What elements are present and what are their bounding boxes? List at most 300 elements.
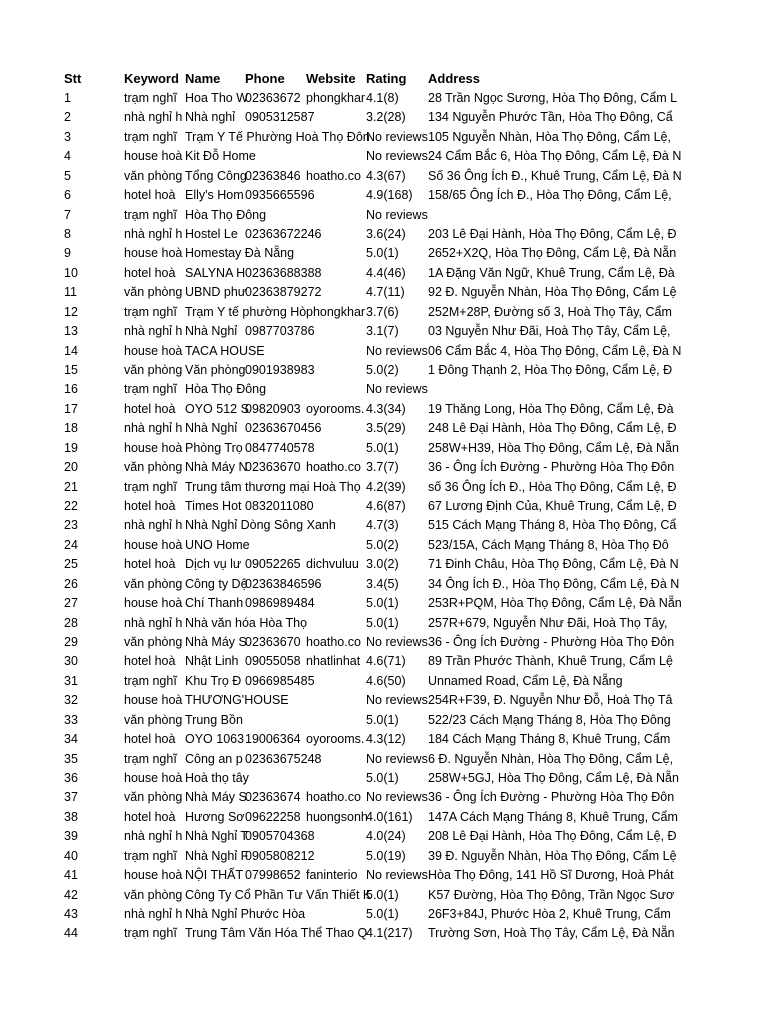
cell-name[interactable]: Nhà Nghỉ T — [185, 829, 248, 844]
cell-website[interactable] — [306, 847, 366, 866]
cell-keyword[interactable]: trạm nghĩ — [124, 304, 177, 319]
cell-name[interactable]: Công an p — [185, 751, 243, 766]
cell-address[interactable]: 24 Cẩm Bắc 6, Hòa Thọ Đông, Cẩm Lệ, Đà N — [428, 149, 682, 164]
cell-website[interactable] — [306, 769, 366, 788]
cell-address[interactable] — [428, 206, 668, 225]
cell-address[interactable]: 06 Cẩm Bắc 4, Hòa Thọ Đông, Cẩm Lệ, Đà N — [428, 343, 682, 358]
cell-website[interactable] — [306, 497, 366, 516]
cell-name[interactable]: Hoa Tho W — [185, 91, 248, 105]
cell-website[interactable]: hoatho.co — [306, 635, 361, 650]
cell-name[interactable]: NỘI THẤT — [185, 868, 244, 883]
cell-name[interactable]: Trung Tâm Văn Hóa Thể Thao Q — [185, 926, 368, 941]
cell-phone[interactable] — [245, 769, 306, 788]
cell-stt[interactable]: 2 — [64, 110, 71, 125]
cell-website[interactable] — [306, 614, 366, 633]
cell-website[interactable] — [306, 905, 366, 924]
cell-website[interactable] — [306, 206, 366, 225]
cell-rating[interactable]: No reviews — [366, 382, 428, 397]
cell-keyword[interactable]: văn phòng — [124, 712, 183, 727]
cell-website[interactable]: hoatho.co — [306, 790, 361, 805]
cell-name[interactable]: Trạm Y tế phường Hò — [185, 304, 307, 319]
cell-name[interactable]: Trung tâm thương mại Hoà Thọ — [185, 479, 361, 494]
cell-stt[interactable]: 43 — [64, 907, 78, 922]
cell-phone[interactable]: 02363846596 — [245, 576, 322, 591]
cell-name[interactable]: Hòa Thọ Đông — [185, 207, 267, 222]
cell-website[interactable] — [306, 322, 366, 341]
cell-phone[interactable] — [245, 905, 306, 924]
cell-address[interactable]: 67 Lương Định Của, Khuê Trung, Cẩm Lệ, Đ — [428, 499, 677, 514]
cell-keyword[interactable]: trạm nghĩ — [124, 91, 177, 105]
cell-stt[interactable]: 35 — [64, 751, 78, 766]
cell-website[interactable]: nhatlinhat — [306, 654, 361, 669]
cell-stt[interactable]: 29 — [64, 635, 78, 650]
cell-phone[interactable] — [245, 128, 306, 147]
cell-keyword[interactable]: hotel hoà — [124, 654, 176, 669]
cell-address[interactable]: 147A Cách Mạng Tháng 8, Khuê Trung, Cẩm — [428, 809, 678, 824]
cell-phone[interactable]: 0905704368 — [245, 829, 315, 844]
cell-stt[interactable]: 21 — [64, 479, 78, 494]
cell-name[interactable]: Nhà nghỉ — [185, 110, 236, 125]
cell-stt[interactable]: 33 — [64, 712, 78, 727]
cell-phone[interactable]: 0987703786 — [245, 324, 315, 339]
cell-stt[interactable]: 3 — [64, 129, 71, 144]
cell-stt[interactable]: 22 — [64, 499, 78, 514]
cell-name[interactable]: Nhà Nghỉ — [185, 421, 238, 436]
cell-phone[interactable]: 0832011080 — [245, 499, 314, 514]
cell-keyword[interactable]: house hoà — [124, 440, 183, 455]
cell-website[interactable] — [306, 536, 366, 555]
cell-name[interactable]: Công ty Dệ — [185, 576, 248, 591]
cell-name[interactable]: Nhà văn hóa Hòa Thọ — [185, 615, 308, 630]
cell-name[interactable]: Hòa Thọ Đông — [185, 382, 267, 397]
cell-rating[interactable]: 3.7(7) — [366, 460, 399, 475]
cell-stt[interactable]: 6 — [64, 188, 71, 203]
cell-phone[interactable]: 0901938983 — [245, 363, 315, 378]
cell-name[interactable]: Nhà Nghỉ Dòng Sông Xanh — [185, 518, 336, 533]
cell-stt[interactable]: 38 — [64, 809, 78, 824]
cell-rating[interactable]: 3.0(2) — [366, 557, 399, 572]
cell-address[interactable]: 523/15A, Cách Mạng Tháng 8, Hòa Thọ Đô — [428, 537, 669, 552]
cell-rating[interactable]: 5.0(2) — [366, 363, 399, 378]
cell-website[interactable] — [306, 924, 366, 943]
cell-name[interactable]: Homestay Đà Nẵng — [185, 246, 295, 261]
cell-rating[interactable]: 4.6(71) — [366, 654, 406, 669]
cell-keyword[interactable]: house hoà — [124, 537, 183, 552]
cell-address[interactable] — [428, 380, 668, 399]
cell-name[interactable]: Công Ty Cổ Phần Tư Vấn Thiết K — [185, 887, 372, 902]
cell-rating[interactable]: 4.1(217) — [366, 926, 413, 941]
cell-address[interactable]: 36 - Ông Ích Đường - Phường Hòa Thọ Đôn — [428, 635, 675, 650]
cell-phone[interactable] — [245, 244, 306, 263]
cell-address[interactable]: 184 Cách Mạng Tháng 8, Khuê Trung, Cẩm — [428, 732, 671, 747]
cell-address[interactable]: 258W+5GJ, Hòa Thọ Đông, Cẩm Lệ, Đà Nẵn — [428, 771, 679, 786]
cell-phone[interactable] — [245, 691, 306, 710]
cell-stt[interactable]: 15 — [64, 363, 78, 378]
cell-stt[interactable]: 39 — [64, 829, 78, 844]
cell-stt[interactable]: 42 — [64, 887, 78, 902]
cell-keyword[interactable]: trạm nghĩ — [124, 926, 177, 941]
cell-address[interactable]: 258W+H39, Hòa Thọ Đông, Cẩm Lệ, Đà Nẵn — [428, 440, 679, 455]
cell-phone[interactable]: 02363846 — [245, 168, 301, 183]
cell-address[interactable]: 515 Cách Mạng Tháng 8, Hòa Thọ Đông, Cẩ — [428, 518, 677, 533]
cell-name[interactable]: Kit Đỗ Home — [185, 149, 256, 164]
cell-keyword[interactable]: trạm nghĩ — [124, 207, 177, 222]
cell-keyword[interactable]: house hoà — [124, 693, 183, 708]
cell-name[interactable]: Dịch vụ lư — [185, 557, 242, 572]
cell-phone[interactable]: 0966985485 — [245, 673, 315, 688]
cell-stt[interactable]: 11 — [64, 285, 77, 300]
header-name[interactable]: Name — [185, 71, 221, 86]
cell-website[interactable]: phongkhar — [306, 304, 366, 319]
cell-website[interactable] — [306, 672, 366, 691]
cell-address[interactable]: 6 Đ. Nguyễn Nhàn, Hòa Thọ Đông, Cẩm Lệ, — [428, 751, 674, 766]
cell-rating[interactable]: 4.3(67) — [366, 168, 406, 183]
cell-keyword[interactable]: văn phòng — [124, 635, 183, 650]
cell-rating[interactable]: 4.3(12) — [366, 732, 406, 747]
cell-phone[interactable] — [245, 711, 306, 730]
cell-phone[interactable] — [245, 303, 306, 322]
cell-name[interactable]: Tổng Công — [185, 168, 247, 183]
cell-stt[interactable]: 44 — [64, 926, 78, 941]
cell-stt[interactable]: 8 — [64, 227, 71, 241]
cell-rating[interactable]: 5.0(1) — [366, 771, 399, 786]
cell-stt[interactable]: 28 — [64, 615, 78, 630]
cell-rating[interactable]: 4.9(168) — [366, 188, 413, 203]
cell-name[interactable]: UNO Home — [185, 537, 250, 552]
cell-address[interactable]: K57 Đường, Hòa Thọ Đông, Trần Ngọc Sươ — [428, 887, 675, 902]
cell-phone[interactable]: 02363670456 — [245, 421, 322, 436]
cell-stt[interactable]: 40 — [64, 848, 78, 863]
cell-website[interactable] — [306, 575, 366, 594]
cell-phone[interactable]: 09622258 — [245, 809, 301, 824]
cell-keyword[interactable]: hotel hoà — [124, 265, 176, 280]
cell-rating[interactable]: No reviews — [366, 751, 428, 766]
cell-name[interactable]: OYO 1063 — [185, 732, 245, 747]
cell-stt[interactable]: 34 — [64, 732, 78, 747]
cell-name[interactable]: Nhà Máy S — [185, 635, 247, 650]
cell-website[interactable] — [306, 186, 366, 205]
cell-website[interactable] — [306, 225, 366, 244]
cell-keyword[interactable]: house hoà — [124, 149, 183, 164]
cell-name[interactable]: Chí Thanh — [185, 596, 244, 611]
cell-address[interactable]: 03 Nguyễn Như Đãi, Hoà Thọ Tây, Cẩm Lệ, — [428, 324, 671, 339]
cell-name[interactable]: Times Hot — [185, 499, 242, 514]
cell-website[interactable] — [306, 380, 366, 399]
cell-stt[interactable]: 32 — [64, 693, 78, 708]
cell-stt[interactable]: 30 — [64, 654, 78, 669]
cell-stt[interactable]: 4 — [64, 149, 71, 164]
cell-name[interactable]: Trạm Y Tế Phường Hoà Thọ Đôn — [185, 129, 370, 144]
cell-stt[interactable]: 20 — [64, 460, 78, 475]
cell-address[interactable]: Hòa Thọ Đông, 141 Hồ Sĩ Dương, Hoà Phát — [428, 868, 674, 883]
cell-phone[interactable] — [245, 147, 306, 166]
cell-stt[interactable]: 25 — [64, 557, 78, 572]
cell-rating[interactable]: 5.0(1) — [366, 907, 399, 922]
cell-phone[interactable]: 0986989484 — [245, 596, 315, 611]
cell-address[interactable]: 34 Ông Ích Đ., Hòa Thọ Đông, Cẩm Lệ, Đà N — [428, 576, 680, 591]
cell-address[interactable]: số 36 Ông Ích Đ., Hòa Thọ Đông, Cẩm Lệ, Đ — [428, 479, 677, 494]
cell-phone[interactable]: 0847740578 — [245, 440, 315, 455]
cell-website[interactable] — [306, 419, 366, 438]
header-phone[interactable]: Phone — [245, 71, 285, 86]
cell-phone[interactable]: 02363688388 — [245, 265, 322, 280]
cell-address[interactable]: 208 Lê Đại Hành, Hòa Thọ Đông, Cẩm Lệ, Đ — [428, 829, 677, 844]
cell-address[interactable]: 134 Nguyễn Phước Tần, Hòa Thọ Đông, Cẩ — [428, 110, 673, 125]
cell-address[interactable]: 248 Lê Đại Hành, Hòa Thọ Đông, Cẩm Lệ, Đ — [428, 421, 677, 436]
cell-stt[interactable]: 17 — [64, 401, 78, 416]
cell-phone[interactable] — [245, 516, 306, 535]
cell-address[interactable]: 158/65 Ông Ích Đ., Hòa Thọ Đông, Cẩm Lệ, — [428, 188, 672, 203]
cell-website[interactable] — [306, 342, 366, 361]
cell-website[interactable]: hoatho.co — [306, 168, 361, 183]
cell-website[interactable]: oyorooms. — [306, 732, 365, 747]
cell-phone[interactable]: 02363675248 — [245, 751, 322, 766]
header-keyword[interactable]: Keyword — [124, 71, 179, 86]
cell-phone[interactable] — [245, 614, 306, 633]
cell-rating[interactable]: 4.2(39) — [366, 479, 406, 494]
cell-phone[interactable]: 02363670 — [245, 635, 301, 650]
cell-stt[interactable]: 36 — [64, 771, 78, 786]
cell-name[interactable]: Elly's Hom — [185, 188, 244, 203]
cell-website[interactable]: phongkhar — [306, 91, 366, 105]
cell-name[interactable]: OYO 512 S — [185, 401, 249, 416]
cell-website[interactable] — [306, 108, 366, 127]
cell-website[interactable] — [306, 244, 366, 263]
cell-phone[interactable]: 09820903 — [245, 401, 301, 416]
cell-website[interactable] — [306, 361, 366, 380]
cell-rating[interactable]: 3.6(24) — [366, 227, 406, 241]
cell-keyword[interactable]: trạm nghĩ — [124, 129, 177, 144]
cell-stt[interactable]: 27 — [64, 596, 78, 611]
cell-phone[interactable] — [245, 380, 306, 399]
cell-keyword[interactable]: hotel hoà — [124, 188, 176, 203]
cell-keyword[interactable]: house hoà — [124, 343, 183, 358]
cell-keyword[interactable]: hotel hoà — [124, 809, 176, 824]
cell-phone[interactable]: 0935665596 — [245, 188, 315, 203]
cell-phone[interactable] — [245, 478, 306, 497]
cell-keyword[interactable]: văn phòng — [124, 285, 183, 300]
cell-stt[interactable]: 5 — [64, 168, 71, 183]
cell-rating[interactable]: No reviews — [366, 868, 428, 883]
cell-keyword[interactable]: trạm nghĩ — [124, 479, 177, 494]
header-stt[interactable]: Stt — [64, 71, 82, 86]
cell-stt[interactable]: 7 — [64, 207, 71, 222]
header-address[interactable]: Address — [428, 71, 481, 86]
cell-rating[interactable]: 3.4(5) — [366, 576, 399, 591]
cell-phone[interactable] — [245, 536, 306, 555]
cell-rating[interactable]: 3.1(7) — [366, 324, 399, 339]
cell-stt[interactable]: 1 — [64, 91, 71, 105]
cell-phone[interactable]: 02363879272 — [245, 285, 322, 300]
header-website[interactable]: Website — [306, 71, 356, 86]
cell-phone[interactable] — [245, 886, 306, 905]
cell-phone[interactable]: 0905312587 — [245, 110, 315, 125]
cell-address[interactable]: Unnamed Road, Cẩm Lệ, Đà Nẵng — [428, 673, 623, 688]
cell-keyword[interactable]: trạm nghĩ — [124, 848, 177, 863]
cell-name[interactable]: THƯƠNG'HOUSE — [185, 693, 289, 708]
cell-address[interactable]: 105 Nguyễn Nhàn, Hòa Thọ Đông, Cẩm Lệ, — [428, 129, 671, 144]
cell-phone[interactable]: 09052265 — [245, 557, 301, 572]
cell-keyword[interactable]: hotel hoà — [124, 499, 176, 514]
cell-address[interactable]: 257R+679, Nguyễn Như Đãi, Hoà Thọ Tây, — [428, 615, 668, 630]
cell-website[interactable] — [306, 691, 366, 710]
cell-rating[interactable]: 3.7(6) — [366, 304, 399, 319]
cell-phone[interactable]: 07998652 — [245, 868, 301, 883]
cell-name[interactable]: Nhà Máy S — [185, 790, 247, 805]
cell-address[interactable]: 36 - Ông Ích Đường - Phường Hòa Thọ Đôn — [428, 460, 675, 475]
cell-keyword[interactable]: trạm nghĩ — [124, 751, 177, 766]
cell-rating[interactable]: No reviews — [366, 149, 428, 164]
cell-stt[interactable]: 14 — [64, 343, 78, 358]
cell-stt[interactable]: 26 — [64, 576, 78, 591]
cell-name[interactable]: Khu Trọ Đ — [185, 673, 242, 688]
cell-address[interactable]: 28 Trần Ngọc Sương, Hòa Thọ Đông, Cẩm L — [428, 91, 678, 105]
cell-phone[interactable] — [245, 924, 306, 943]
cell-keyword[interactable]: nhà nghỉ h — [124, 110, 183, 125]
cell-name[interactable]: Hương Sơ — [185, 809, 245, 824]
cell-keyword[interactable]: trạm nghĩ — [124, 673, 177, 688]
cell-rating[interactable]: No reviews — [366, 635, 428, 650]
header-rating[interactable]: Rating — [366, 71, 407, 86]
cell-rating[interactable]: 4.3(34) — [366, 401, 406, 416]
cell-stt[interactable]: 23 — [64, 518, 78, 533]
cell-rating[interactable]: 5.0(1) — [366, 887, 399, 902]
cell-name[interactable]: Phòng Trọ — [185, 440, 243, 455]
cell-keyword[interactable]: house hoà — [124, 246, 183, 261]
cell-keyword[interactable]: nhà nghỉ h — [124, 324, 183, 339]
cell-name[interactable]: Hoà thọ tây — [185, 771, 249, 786]
cell-phone[interactable]: 02363670 — [245, 460, 301, 475]
cell-keyword[interactable]: nhà nghỉ h — [124, 615, 183, 630]
cell-website[interactable] — [306, 827, 366, 846]
cell-keyword[interactable]: hotel hoà — [124, 401, 176, 416]
cell-rating[interactable]: 4.6(50) — [366, 673, 406, 688]
cell-rating[interactable]: 4.7(3) — [366, 518, 399, 533]
cell-website[interactable]: dichvuluu — [306, 557, 359, 572]
cell-rating[interactable]: No reviews — [366, 693, 428, 708]
cell-address[interactable]: 203 Lê Đại Hành, Hòa Thọ Đông, Cẩm Lệ, Đ — [428, 227, 677, 241]
cell-stt[interactable]: 31 — [64, 673, 78, 688]
cell-stt[interactable]: 16 — [64, 382, 78, 397]
cell-address[interactable]: 71 Đinh Châu, Hòa Thọ Đông, Cẩm Lệ, Đà N — [428, 557, 679, 572]
cell-rating[interactable]: No reviews — [366, 129, 428, 144]
cell-stt[interactable]: 41 — [64, 868, 78, 883]
cell-website[interactable] — [306, 264, 366, 283]
cell-name[interactable]: UBND phư — [185, 285, 247, 300]
cell-keyword[interactable]: nhà nghỉ h — [124, 227, 183, 241]
cell-website[interactable] — [306, 283, 366, 302]
cell-keyword[interactable]: văn phòng — [124, 887, 183, 902]
cell-phone[interactable]: 02363672 — [245, 91, 301, 105]
cell-keyword[interactable]: hotel hoà — [124, 732, 176, 747]
cell-website[interactable] — [306, 147, 366, 166]
cell-keyword[interactable]: văn phòng — [124, 460, 183, 475]
cell-rating[interactable]: 5.0(1) — [366, 246, 399, 261]
cell-rating[interactable]: 5.0(1) — [366, 596, 399, 611]
cell-rating[interactable]: 4.4(46) — [366, 265, 406, 280]
cell-phone[interactable]: 19006364 — [245, 732, 301, 747]
cell-address[interactable]: 39 Đ. Nguyễn Nhàn, Hòa Thọ Đông, Cẩm Lệ — [428, 848, 677, 863]
cell-name[interactable]: Nhà Nghỉ Phước Hòa — [185, 907, 306, 922]
cell-name[interactable]: Trung Bồn — [185, 712, 243, 727]
cell-rating[interactable]: 4.1(8) — [366, 91, 399, 105]
cell-keyword[interactable]: nhà nghỉ h — [124, 907, 183, 922]
cell-phone[interactable]: 02363674 — [245, 790, 301, 805]
cell-address[interactable]: 252M+28P, Đường số 3, Hoà Thọ Tây, Cẩm — [428, 304, 672, 319]
cell-rating[interactable]: 5.0(19) — [366, 848, 406, 863]
cell-phone[interactable] — [245, 206, 306, 225]
cell-rating[interactable]: 3.2(28) — [366, 110, 406, 125]
cell-keyword[interactable]: nhà nghỉ h — [124, 829, 183, 844]
cell-website[interactable] — [306, 516, 366, 535]
cell-rating[interactable]: No reviews — [366, 790, 428, 805]
cell-keyword[interactable]: văn phòng — [124, 790, 183, 805]
cell-address[interactable]: 522/23 Cách Mạng Tháng 8, Hòa Thọ Đông — [428, 712, 671, 727]
cell-stt[interactable]: 19 — [64, 440, 78, 455]
cell-website[interactable] — [306, 594, 366, 613]
cell-stt[interactable]: 9 — [64, 246, 71, 261]
cell-website[interactable] — [306, 478, 366, 497]
cell-website[interactable] — [306, 439, 366, 458]
cell-keyword[interactable]: nhà nghỉ h — [124, 421, 183, 436]
cell-name[interactable]: Nhà Máy N — [185, 460, 248, 475]
cell-address[interactable]: Số 36 Ông Ích Đ., Khuê Trung, Cẩm Lệ, Đà N — [428, 168, 682, 183]
cell-address[interactable]: 26F3+84J, Phước Hòa 2, Khuê Trung, Cẩm — [428, 907, 671, 922]
cell-name[interactable]: TACA HOUSE — [185, 343, 265, 358]
cell-website[interactable] — [306, 886, 366, 905]
cell-keyword[interactable]: house hoà — [124, 868, 183, 883]
cell-rating[interactable]: 4.0(161) — [366, 809, 413, 824]
cell-keyword[interactable]: hotel hoà — [124, 557, 176, 572]
cell-rating[interactable]: No reviews — [366, 207, 428, 222]
cell-keyword[interactable]: nhà nghỉ h — [124, 518, 183, 533]
cell-keyword[interactable]: house hoà — [124, 596, 183, 611]
cell-website[interactable]: hoatho.co — [306, 460, 361, 475]
cell-rating[interactable]: 5.0(1) — [366, 440, 399, 455]
cell-address[interactable]: 36 - Ông Ích Đường - Phường Hòa Thọ Đôn — [428, 790, 675, 805]
cell-phone[interactable]: 02363672246 — [245, 227, 322, 241]
cell-rating[interactable]: No reviews — [366, 343, 428, 358]
cell-address[interactable]: Trường Sơn, Hoà Thọ Tây, Cẩm Lệ, Đà Nẵn — [428, 926, 675, 941]
cell-name[interactable]: Văn phòng — [185, 363, 246, 378]
cell-stt[interactable]: 18 — [64, 421, 78, 436]
cell-name[interactable]: Nhà Nghỉ F — [185, 848, 249, 863]
cell-address[interactable]: 253R+PQM, Hòa Thọ Đông, Cẩm Lệ, Đà Nẵn — [428, 596, 682, 611]
cell-website[interactable] — [306, 128, 366, 147]
cell-stt[interactable]: 37 — [64, 790, 78, 805]
cell-name[interactable]: Hostel Le — [185, 227, 238, 241]
cell-address[interactable]: 89 Trần Phước Thành, Khuê Trung, Cẩm Lệ — [428, 654, 673, 669]
cell-rating[interactable]: 3.5(29) — [366, 421, 406, 436]
cell-rating[interactable]: 5.0(1) — [366, 615, 399, 630]
cell-address[interactable]: 92 Đ. Nguyễn Nhàn, Hòa Thọ Đông, Cẩm Lệ — [428, 285, 677, 300]
cell-phone[interactable]: 09055058 — [245, 654, 301, 669]
cell-website[interactable]: faninterio — [306, 868, 358, 883]
cell-phone[interactable] — [245, 342, 306, 361]
cell-stt[interactable]: 24 — [64, 537, 78, 552]
cell-name[interactable]: Nhật Linh — [185, 654, 239, 669]
cell-keyword[interactable]: văn phòng — [124, 363, 183, 378]
cell-address[interactable]: 1 Đông Thạnh 2, Hòa Thọ Đông, Cẩm Lệ, Đ — [428, 363, 673, 378]
cell-name[interactable]: SALYNA H — [185, 265, 246, 280]
cell-stt[interactable]: 10 — [64, 265, 78, 280]
cell-stt[interactable]: 13 — [64, 324, 78, 339]
cell-rating[interactable]: 4.6(87) — [366, 499, 406, 514]
cell-rating[interactable]: 5.0(2) — [366, 537, 399, 552]
cell-website[interactable] — [306, 711, 366, 730]
cell-rating[interactable]: 4.0(24) — [366, 829, 406, 844]
cell-website[interactable]: huongsonh — [306, 809, 368, 824]
